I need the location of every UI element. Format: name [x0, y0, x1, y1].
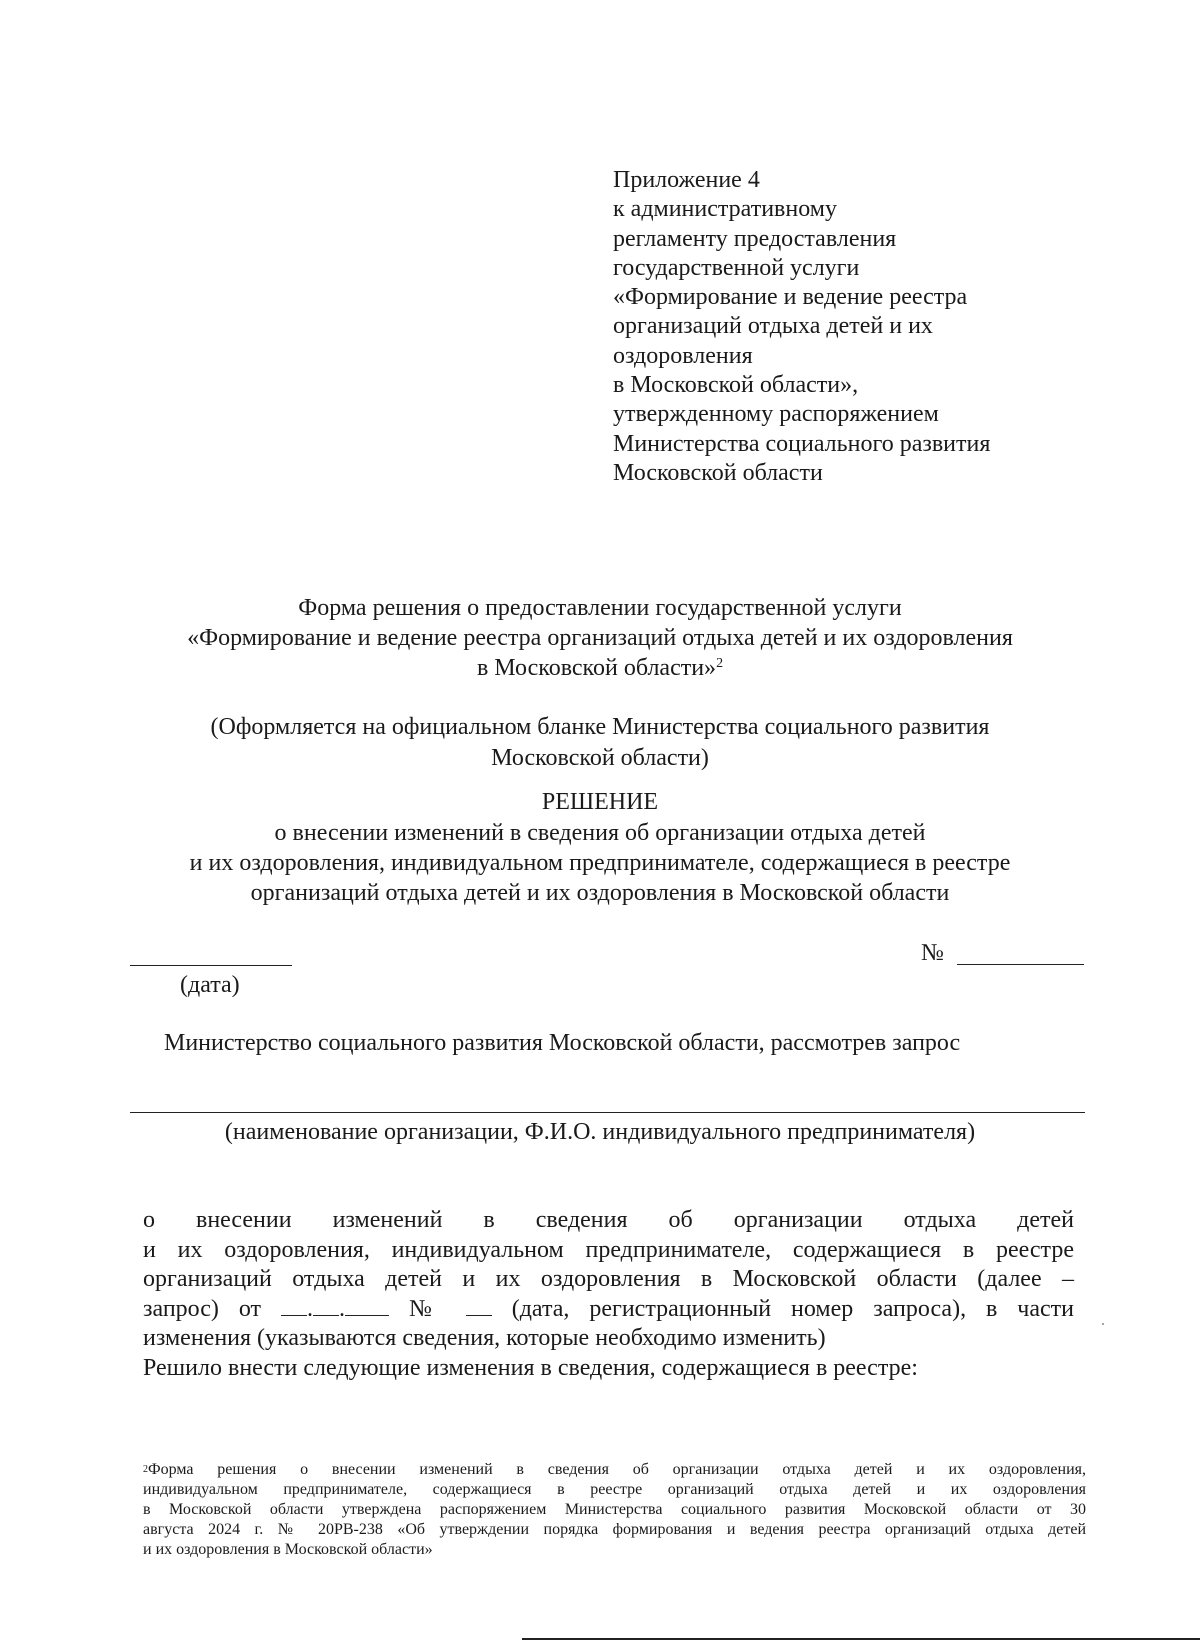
form-title-line-last	[0, 653, 1200, 683]
footnote-line: августа 2024 г. № 20РВ-238 «Об утверждении порядка формирования и ведения реестра организаций отдыха детей	[143, 1521, 1086, 1538]
footnote-line: и их оздоровления в Московской области»	[143, 1541, 433, 1558]
form-title-line-text: в Московской области»	[476, 655, 717, 681]
appendix-line: к административному	[613, 196, 837, 223]
appendix-line: в Московской области»,	[613, 372, 859, 399]
paragraph-line: Решило внести следующие изменения в сведения, содержащиеся в реестре:	[143, 1354, 918, 1381]
paragraph-line: организаций отдыха детей и их оздоровления в Московской области (далее –	[143, 1266, 1074, 1292]
appendix-line: организаций отдыха детей и их	[613, 313, 933, 340]
month-blank	[313, 1297, 339, 1316]
year-blank	[345, 1297, 389, 1316]
form-title-line: Форма решения о предоставлении государственной услуги	[298, 595, 902, 621]
date-caption: (дата)	[180, 972, 240, 998]
organization-caption: (наименование организации, Ф.И.О. индивидуального предпринимателя)	[224, 1119, 976, 1145]
date-line	[130, 965, 292, 966]
appendix-line: государственной услуги	[613, 254, 860, 281]
footnote-line: в Московской области утверждена распоряжением Министерства социального развития Московской области от 30	[143, 1501, 1086, 1518]
request-paragraph	[143, 1206, 1074, 1383]
request-from-label: запрос) от	[143, 1295, 262, 1322]
appendix-line: оздоровления	[613, 342, 753, 369]
blank-note-line: Московской области)	[491, 745, 709, 771]
ministry-statement: Министерство социального развития Московской области, рассмотрев запрос	[164, 1030, 961, 1056]
paragraph-line: и их оздоровления, индивидуальном предпринимателе, содержащиеся в реестре	[143, 1236, 1074, 1263]
request-details-text: (дата, регистрационный номер запроса), в части	[511, 1295, 1075, 1322]
appendix-header	[613, 166, 990, 488]
blank-note	[0, 712, 1200, 774]
request-number-label: №	[408, 1295, 446, 1322]
footnote-text: Форма решения о внесении изменений в сведения об организации отдыха детей и их оздоровления,	[148, 1461, 1086, 1478]
page-bottom-edge	[522, 1638, 1200, 1640]
date-separator: .	[306, 1295, 313, 1322]
date-separator: .	[338, 1295, 345, 1322]
appendix-line: Министерства социального развития	[613, 430, 991, 457]
organization-name-line	[130, 1112, 1085, 1113]
form-title-line: «Формирование и ведение реестра организаций отдыха детей и их оздоровления	[187, 625, 1013, 651]
footnote-line	[143, 1460, 1086, 1480]
appendix-line: «Формирование и ведение реестра	[613, 284, 968, 311]
paragraph-line: изменения (указываются сведения, которые необходимо изменить)	[143, 1325, 826, 1351]
blank-note-line: (Оформляется на официальном бланке Министерства социального развития	[210, 714, 990, 740]
request-number-blank	[466, 1297, 492, 1316]
footnote-mark: 2	[143, 1464, 148, 1475]
form-title	[0, 593, 1200, 683]
appendix-line: Приложение 4	[613, 167, 760, 193]
footnote-line: индивидуальном предпринимателе, содержащиеся в реестре организаций отдыха детей и их оздоровления	[143, 1481, 1086, 1498]
decision-heading-block	[0, 787, 1200, 908]
paragraph-line-request-date	[143, 1295, 1074, 1325]
day-blank	[281, 1297, 307, 1316]
footnote	[143, 1460, 1086, 1560]
decision-subtitle-line: и их оздоровления, индивидуальном предпринимателе, содержащиеся в реестре	[189, 850, 1011, 876]
appendix-line: Московской области	[613, 459, 823, 486]
appendix-line: регламенту предоставления	[613, 225, 897, 252]
decision-heading: РЕШЕНИЕ	[541, 789, 659, 815]
number-line	[957, 964, 1084, 965]
number-label: №	[921, 940, 944, 966]
appendix-line: утвержденному распоряжением	[613, 401, 939, 428]
decision-subtitle-line: организаций отдыха детей и их оздоровления в Московской области	[250, 880, 950, 906]
footnote-reference: 2	[716, 656, 724, 671]
decision-subtitle-line: о внесении изменений в сведения об организации отдыха детей	[274, 820, 926, 846]
scan-speck	[1102, 1323, 1104, 1325]
paragraph-line: о внесении изменений в сведения об организации отдыха детей	[143, 1207, 1074, 1233]
